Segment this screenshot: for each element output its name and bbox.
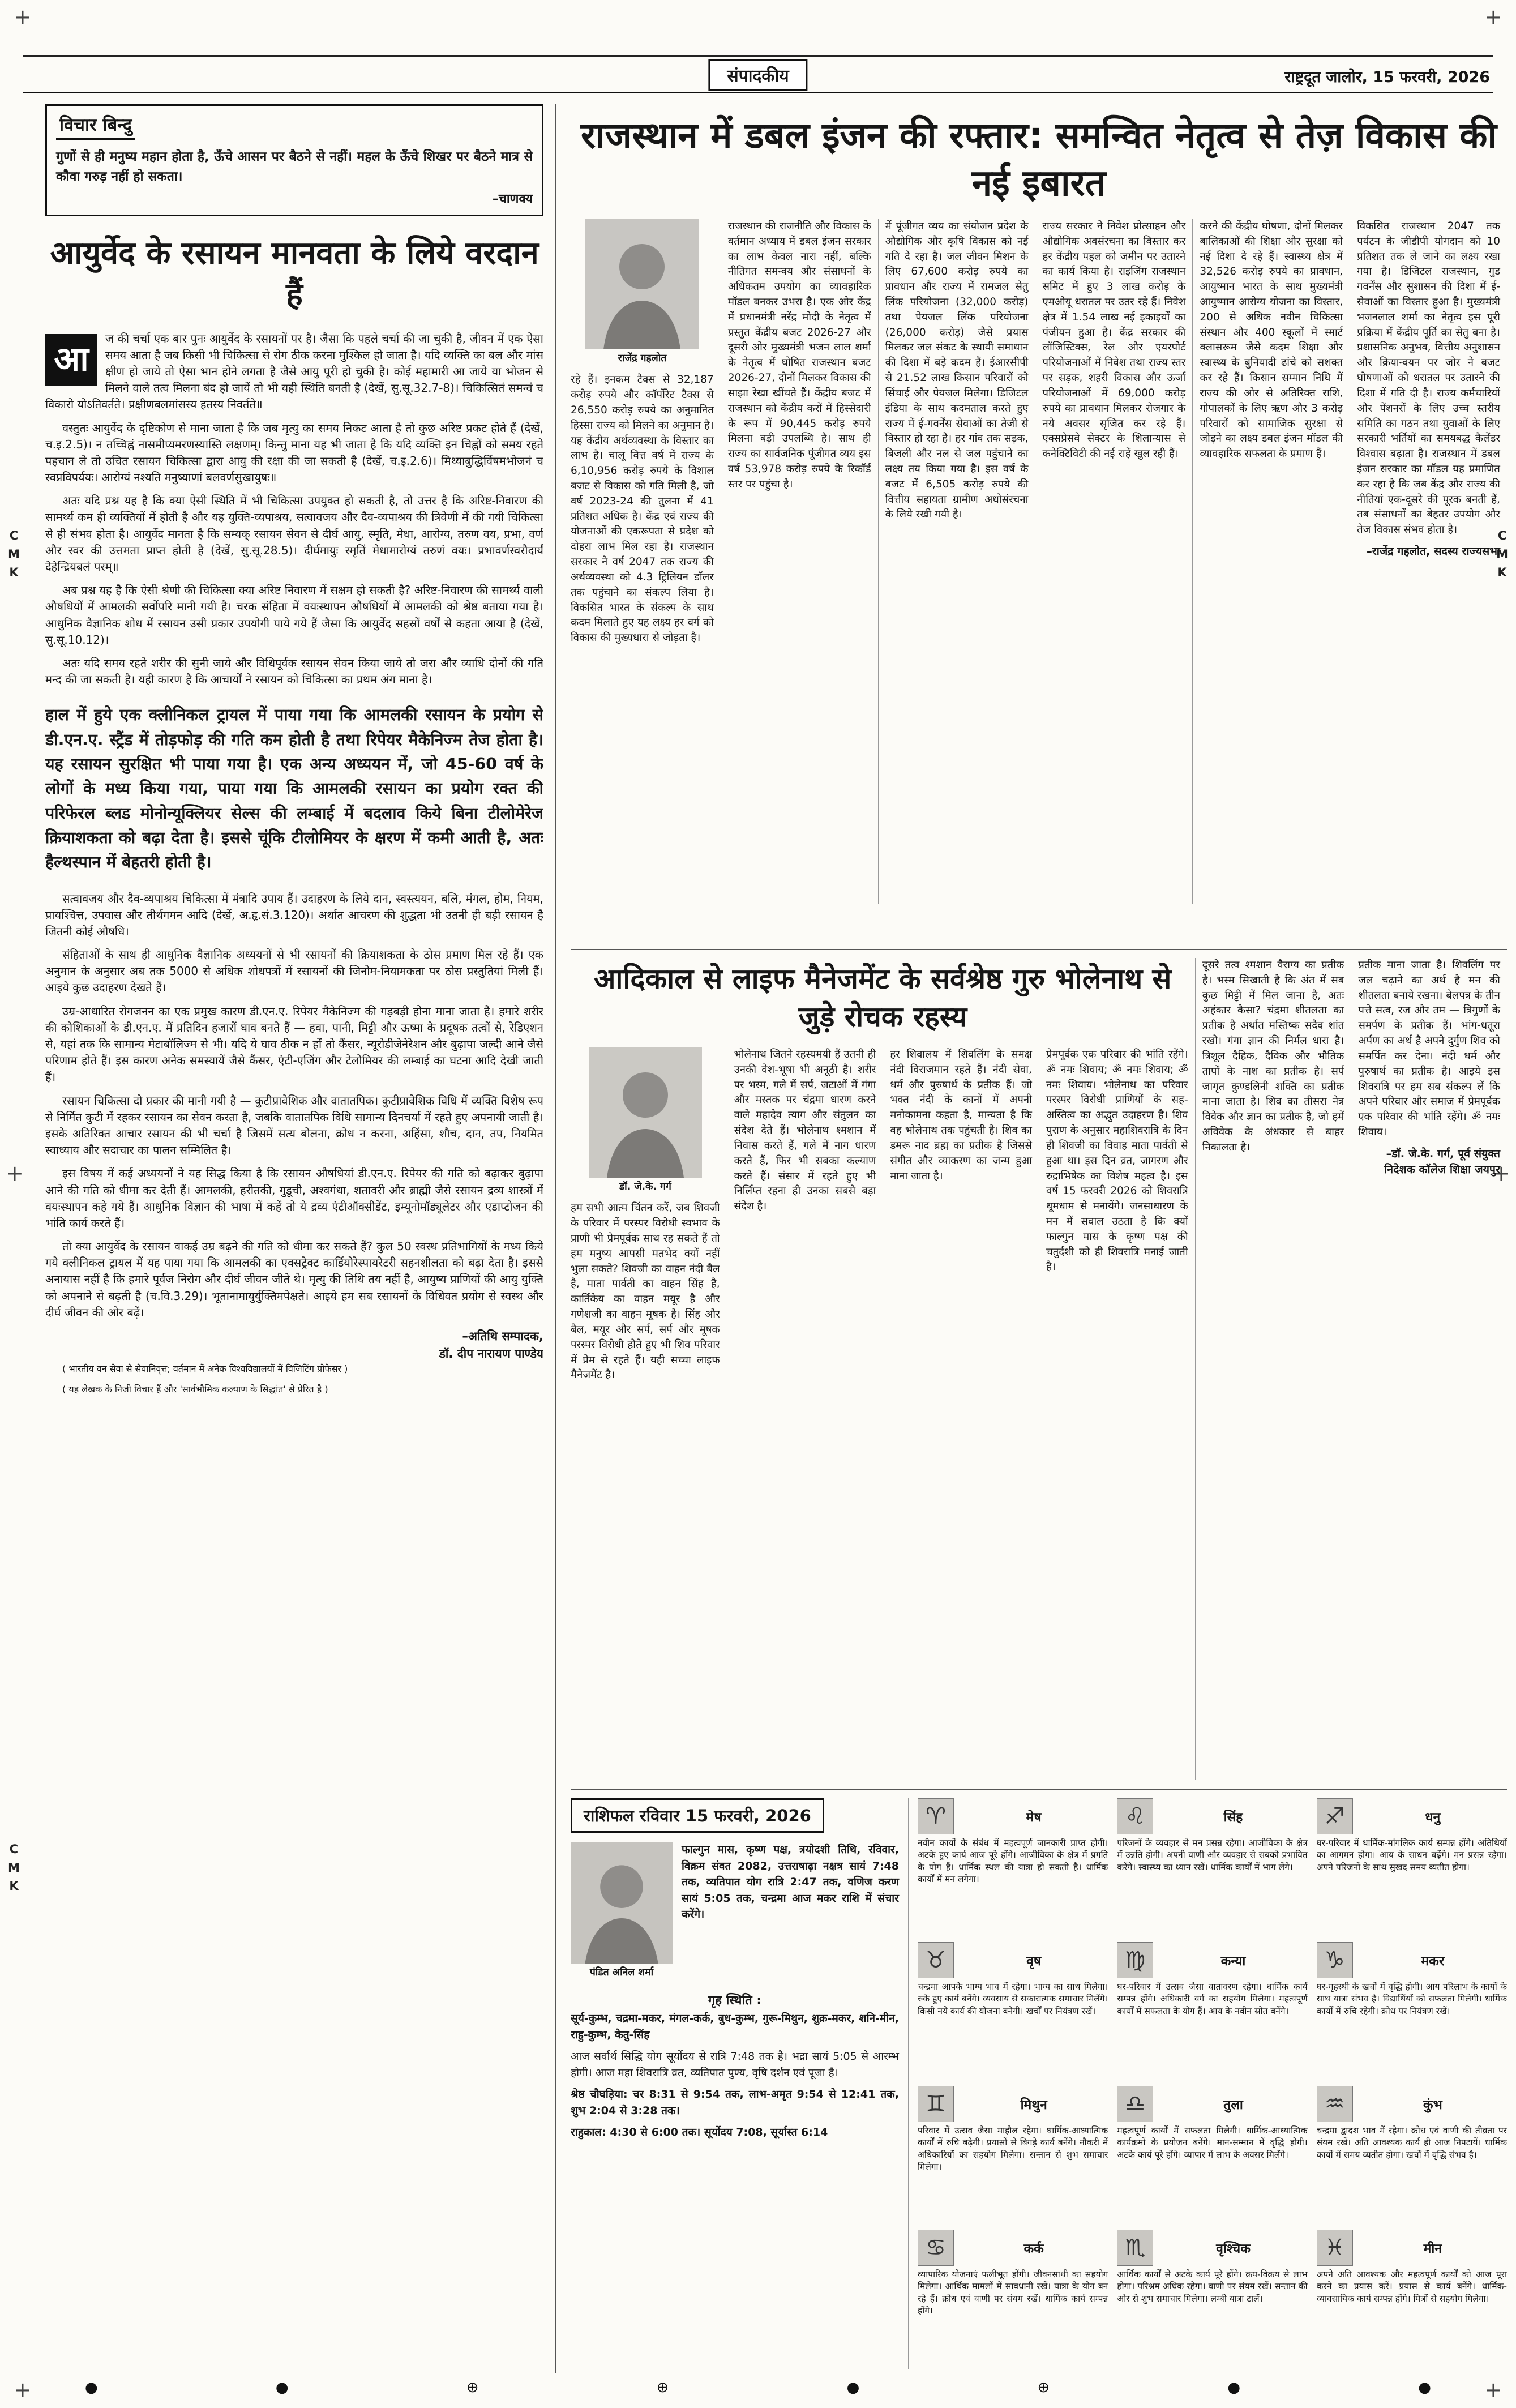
cmk-print-mark: C M K [8, 529, 20, 580]
ayurveda-paragraph: सत्वावजय और दैव-व्यपाश्रय चिकित्सा में मंत्रादि उपाय हैं। उदाहरण के लिये दान, स्वस्त्ययन, बलि, मंगल, होम, नियम, प्रायश्चित्त, उपवास और तीर्थगमन आदि (देखें, अ.हृ.सं.3.120)। अर्थात आचरण की शुद्धता भी उतनी ही बड़ी रसायन है जितनी कोई औषधि। [45, 891, 543, 938]
rajasthan-column-5 [1192, 219, 1350, 904]
registration-mark: + [1484, 5, 1502, 29]
bholenath-signoff: –डॉ. जे.के. गर्ग, पूर्व संयुक्त निदेशक कॉलेज शिक्षा जयपुर [1384, 1147, 1500, 1177]
vichar-bindu-attribution: –चाणक्य [492, 192, 533, 206]
zodiac-cell-header [1117, 2230, 1307, 2266]
zodiac-prediction: घर-गृहस्थी के खर्चों में वृद्धि होगी। आय परिलाभ के कार्यों के साथ यात्रा संभव है। विद्यार्थियों को सफलता मिलेगी। धार्मिक कार्यों में रुचि रहेगी। क्रोध पर नियंत्रण रखें। [1316, 1982, 1507, 2016]
registration-mark: ⊕ [656, 2379, 669, 2396]
registration-mark: ● [1227, 2379, 1241, 2396]
zodiac-cell-header [1317, 2086, 1507, 2122]
grah-sthiti-text: सूर्य-कुम्भ, चद्रमा-मकर, मंगल-कर्क, बुध-कुम्भ, गुरू-मिथुन, शुक्र-मकर, शनि-मीन, राहु-कुम्भ, केतु-सिंह [571, 2012, 899, 2041]
zodiac-prediction: परिजनों के व्यवहार से मन प्रसन्न रहेगा। आजीविका के क्षेत्र में उन्नति होगी। अपनी वाणी और व्यवहार से सबको प्रभावित करेंगे। स्वास्थ्य का ध्यान रखें। धार्मिक कार्यों में भाग लेंगे। [1117, 1838, 1308, 1872]
zodiac-name: तुला [1223, 2098, 1243, 2112]
zodiac-name: कर्क [1023, 2242, 1044, 2256]
zodiac-name: वृश्चिक [1216, 2242, 1251, 2256]
zodiac-cell [1117, 2230, 1307, 2369]
section-title: संपादकीय [708, 59, 807, 91]
zodiac-cell [1117, 2086, 1307, 2225]
header-rule-top [23, 55, 1493, 57]
chaughadiya-text: श्रेष्ठ चौघड़िया: चर 8:31 से 9:54 तक, लाभ-अमृत 9:54 से 12:41 तक, शुभ 2:04 से 3:28 तक। [571, 2088, 899, 2117]
registration-mark: + [14, 2377, 32, 2402]
rajasthan-column-2 [721, 219, 878, 904]
rashifal-panchang-panel [571, 1798, 908, 2369]
zodiac-icon: ♑ [1317, 1942, 1353, 1978]
zodiac-icon: ♉ [918, 1942, 954, 1978]
rashifal-title: राशिफल रविवार 15 फरवरी, 2026 [571, 1798, 824, 1833]
bholenath-column-text: प्रेमपूर्वक एक परिवार की भांति रहेंगे। ॐ नमः शिवाय; ॐ नमः शिवाय; ॐ नमः शिवाय। भोलेनाथ का परिवार परस्पर विरोधी प्राणियों के सह-अस्तित्व का अद्भुत उदाहरण है। शिव पुराण के अनुसार महाशिवरात्रि के दिन ही शिवजी का विवाह माता पार्वती से हुआ था। इस दिन व्रत, जागरण और रुद्राभिषेक का विशेष महत्व है। इस वर्ष 15 फरवरी 2026 को शिवरात्रि धूमधाम से मनायेंगे। जनसाधारण के मन में सवाल उठता है कि क्यों फाल्गुन मास के कृष्ण पक्ष की चतुर्दशी को ही शिवरात्रि मनाई जाती है। [1046, 1049, 1188, 1273]
masthead-date: राष्ट्रदूत जालोर, 15 फरवरी, 2026 [1284, 69, 1490, 86]
bholenath-column-2 [727, 1047, 883, 1780]
ayurveda-paragraphs [45, 420, 543, 688]
registration-mark: + [14, 5, 32, 29]
zodiac-icon: ♋ [918, 2230, 954, 2266]
zodiac-prediction: चन्द्रमा द्वादश भाव में रहेगा। क्रोध एवं वाणी की तीव्रता पर संयम रखें। अति आवश्यक कार्य ही आज निपटायें। धार्मिक कार्यों में समय व्यतीत होगा। खर्चों में वृद्धि संभव है। [1316, 2125, 1507, 2160]
registration-mark: + [1492, 1161, 1510, 1186]
zodiac-name: मीन [1423, 2242, 1442, 2256]
bholenath-column-text: हम सभी आत्म चिंतन करें, जब शिवजी के परिवार में परस्पर विरोधी स्वभाव के प्राणी भी प्रेमपूर्वक साथ रह सकते हैं तो हम मनुष्य आपसी मतभेद क्यों नहीं भुला सकते? शिवजी का वाहन नंदी बैल है, माता पार्वती का वाहन सिंह है, कार्तिकेय का वाहन मयूर है और गणेशजी का वाहन मूषक है। सिंह और बैल, मयूर और सर्प, सर्प और मूषक परस्पर विरोधी होते हुए भी शिव परिवार में प्रेम से रहते हैं। यही सच्चा लाइफ मैनेजमेंट है। [571, 1202, 720, 1382]
bottom-registration-marks [85, 2380, 1431, 2395]
zodiac-name: मकर [1421, 1954, 1445, 1969]
zodiac-cell-header [1117, 2086, 1307, 2122]
bholenath-column-1 [571, 1047, 727, 1780]
zodiac-cell-header [918, 1942, 1108, 1978]
rajasthan-columns [571, 219, 1507, 904]
rajasthan-column-text: राज्य सरकार ने निवेश प्रोत्साहन और औद्योगिक अवसंरचना का विस्तार कर हर केंद्रीय पहल को जमीन पर उतारने का कार्य किया है। राइजिंग राजस्थान समिट में हुए 3 लाख करोड़ के एमओयू धरातल पर उतर रहे हैं। निवेश क्षेत्र में 1.54 लाख नई इकाइयों का पंजीयन हुआ है। केंद्र सरकार की लॉजिस्टिक्स, रेल और एयरपोर्ट परियोजनाओं में निवेश तथा राज्य स्तर पर सड़क, शहरी विकास और ऊर्जा परियोजनाओं में 69,000 करोड़ रुपये का प्रावधान मिलकर रोजगार के नये अवसर सृजित कर रहे हैं। एक्सप्रेसवे सेक्टर के शिलान्यास से कनेक्टिविटी की नई राहें खुल रही हैं। [1042, 220, 1186, 460]
ayurveda-paragraph: वस्तुतः आयुर्वेद के दृष्टिकोण से माना जाता है कि जब मृत्यु का समय निकट आता है तो कुछ अरिष्ट प्रकट होते हैं (देखें, च.इ.2.5)। न तच्चिह्नं नासमीप्यमरणस्यास्ति लक्षणम्। किन्तु माना यह भी जाता है कि यदि व्यक्ति इन चिह्नों को समय रहते पहचान ले तो उचित रसायन चिकित्सा द्वारा आयु की रक्षा की जा सकती है (देखें, च.इ.2.6)। मिथ्याबुद्धिर्विषमभोजनं च स्वप्नविपर्ययः। आरोग्यं नश्यति मनुष्याणां बलवर्णसुखायुषः॥ [45, 421, 543, 485]
bholenath-column-6 [1351, 958, 1507, 1780]
zodiac-prediction: घर-परिवार में धार्मिक-मांगलिक कार्य सम्पन्न होंगे। अतिथियों का आगमन होगा। आय के साधन बढ़ेंगे। मन प्रसन्न रहेगा। अपने परिजनों के साथ सुखद समय व्यतीत होगा। [1316, 1838, 1507, 1872]
astrologer-photo [571, 1842, 673, 1986]
zodiac-prediction: घर-परिवार में उत्सव जैसा वातावरण रहेगा। धार्मिक कार्य सम्पन्न होंगे। अधिकारी वर्ग का सहयोग मिलेगा। महत्वपूर्ण कार्यों में सफलता के योग हैं। आय के नवीन स्रोत बनेंगे। [1117, 1982, 1308, 2016]
zodiac-cell-header [1317, 1942, 1507, 1978]
rajasthan-column-text: में पूंजीगत व्यय का संयोजन प्रदेश के औद्योगिक और कृषि विकास को नई गति दे रहा है। जल जीवन मिशन के लिए 67,600 करोड़ रुपये का प्रावधान और राज्य में रामजल सेतु लिंक परियोजना (32,000 करोड़) तथा पेयजल लिंक परियोजना (26,000 करोड़) जैसे प्रयास मिलकर जल संकट के स्थायी समाधान की दिशा में बड़े कदम हैं। ईआरसीपी से 21.52 लाख किसान परिवारों को सिंचाई और पेयजल मिलेगा। डिजिटल इंडिया के साथ कदमताल करते हुए राज्य में ई-गवर्नेंस सेवाओं का तेजी से विस्तार हो रहा है। हर गांव तक सड़क, बिजली और नल से जल पहुंचाने का लक्ष्य तय किया गया है। इस वर्ष के बजट में 6,505 करोड़ रुपये की वित्तीय सहायता ग्रामीण अधोसंरचना के लिये रखी गयी है। [885, 220, 1029, 521]
rajasthan-column-3 [878, 219, 1035, 904]
bholenath-column-4 [1039, 1047, 1195, 1780]
rashifal-notes: आज सर्वार्थ सिद्धि योग सूर्योदय से रात्रि 7:48 तक है। भद्रा सायं 5:05 से आरम्भ होगी। आज महा शिवरात्रि व्रत, व्यतिपात पुण्य, वृषि दर्शन एवं पूजा है। [571, 2050, 899, 2079]
ayurveda-paragraph: अब प्रश्न यह है कि ऐसी श्रेणी की चिकित्सा क्या अरिष्ट निवारण में सक्षम हो सकती है? अरिष्ट-निवारण की सामर्थ्य वाली औषधियों में आमलकी सर्वोपरि मानी गयी है। चरक संहिता में वयःस्थापन औषधियों में आमलकी को श्रेष्ठ बताया गया है। आधुनिक वैज्ञानिक शोध में रसायन उसी प्रकार उपयोगी पाये गये हैं जैसा कि आयुर्वेद सहस्रों वर्षों से कहता आया है (देखें, सु.सू.10.12)। [45, 583, 543, 647]
zodiac-cell [918, 2230, 1108, 2369]
vichar-bindu-title: विचार बिन्दु [56, 113, 135, 140]
zodiac-name: सिंह [1223, 1810, 1243, 1825]
cmk-print-mark: C M K [8, 1842, 20, 1893]
zodiac-cell-header [1317, 2230, 1507, 2266]
ayurveda-paragraph: तो क्या आयुर्वेद के रसायन वाकई उम्र बढ़ने की गति को धीमा कर सकते हैं? कुल 50 स्वस्थ प्रतिभागियों के मध्य किये गये क्लीनिकल ट्रायल में यह पाया गया कि आमलकी का एक्सट्रेक्ट कार्डियोरेस्पायरेटरी सहनशीलता को बढ़ा देता है। इससे अनायास नहीं है कि हमारे पूर्वज निरोग और दीर्घ जीवन जीते थे। मृत्यु की तिथि तय नहीं है, आयुष्य प्राणियों की आयु युक्ति को अपनाने से बढ़ती है (च.वि.3.29)। भूतानामायुर्युक्तिमपेक्षते। आइये हम सब रसायनों के विधिवत प्रयोग से स्वस्थ और दीर्घ जीवन की ओर बढ़ें। [45, 1239, 543, 1319]
zodiac-icon: ♍ [1117, 1942, 1153, 1978]
zodiac-cell [918, 1942, 1108, 2081]
photo-caption: राजेंद्र गहलोत [618, 352, 667, 364]
rajasthan-article [571, 112, 1507, 904]
zodiac-cell [1317, 2230, 1507, 2369]
zodiac-icon: ♎ [1117, 2086, 1153, 2122]
registration-mark: ● [275, 2379, 289, 2396]
author-photo-rajendra-gahlot [585, 219, 699, 349]
zodiac-cell [918, 2086, 1108, 2225]
zodiac-prediction: परिवार में उत्सव जैसा माहौल रहेगा। धार्मिक-आध्यात्मिक कार्यों में रुचि बढ़ेगी। प्रयासों से बिगड़े कार्य बनेंगे। नौकरी में अधिकारियों का सहयोग मिलेगा। सन्तान से शुभ समाचार मिलेगा। [918, 2125, 1108, 2172]
zodiac-prediction: व्यापारिक योजनाएं फलीभूत होंगी। जीवनसाथी का सहयोग मिलेगा। आर्थिक मामलों में सावधानी रखें। यात्रा के योग बन रहे हैं। क्रोध एवं वाणी पर संयम रखें। धार्मिक कार्य सम्पन्न होंगे। [918, 2269, 1108, 2316]
section-divider-2 [571, 1789, 1507, 1790]
ayurveda-body [45, 331, 543, 1396]
ayurveda-signoff [45, 1328, 543, 1362]
rajasthan-column-1 [571, 219, 721, 904]
ayurveda-lead-paragraph: ज की चर्चा एक बार पुनः आयुर्वेद के रसायनों पर है। जैसा कि पहले चर्चा की जा चुकी है, जीवन में एक ऐसा समय आता है जब किसी भी चिकित्सा से रोग ठीक करना मुश्किल हो जाता है। यदि व्यक्ति का बल और मांस क्षीण हो जाये तो ऐसा भान होने लगता है जैसे आयु पूरी हो चुकी है। कोई महामारी आ जाये या भोजन से मिलने वाले तत्व मिलना बंद हो जायें तो भी यही स्थिति बनती है (देखें, सु.सू.32.7-8)। चिकित्सितं समन्वं च विकारो योऽतिवर्तते। प्रक्षीणबलमांसस्य हतस्य निवर्तते॥ [45, 331, 543, 412]
page-header [23, 58, 1493, 89]
registration-mark: ⊕ [466, 2379, 479, 2396]
zodiac-icon: ♌ [1117, 1798, 1153, 1834]
zodiac-cell [1117, 1798, 1307, 1937]
zodiac-icon: ♒ [1317, 2086, 1353, 2122]
zodiac-icon: ♊ [918, 2086, 954, 2122]
zodiac-prediction: आर्थिक कार्यों से अटके कार्य पूरे होंगे। क्रय-विक्रय से लाभ होगा। परिश्रम अधिक रहेगा। वाणी पर संयम रखें। सन्तान की ओर से शुभ समाचार मिलेगा। लम्बी यात्रा टालें। [1117, 2269, 1308, 2304]
bholenath-column-text: हर शिवालय में शिवलिंग के समक्ष नंदी विराजमान रहते हैं। नंदी सेवा, धर्म और पुरुषार्थ के प्रतीक हैं। जो भक्त नंदी के कानों में अपनी मनोकामना कहता है, मान्यता है कि वह भोलेनाथ तक पहुंचती है। शिव का डमरू नाद ब्रह्म का प्रतीक है जिससे संगीत और व्याकरण का जन्म हुआ माना जाता है। [890, 1049, 1032, 1182]
author-photo-jk-garg [589, 1047, 702, 1178]
zodiac-cell-header [1117, 1942, 1307, 1978]
ayurveda-paragraph: रसायन चिकित्सा दो प्रकार की मानी गयी है — कुटीप्रावेशिक और वातातपिक। कुटीप्रावेशिक विधि में व्यक्ति विशेष रूप से निर्मित कुटी में रहकर रसायन का सेवन करता है, जबकि वातातपिक विधि सामान्य दिनचर्या में रहते हुए अपनायी जाती है। इसके अतिरिक्त आचार रसायन की भी चर्चा है जिसमें सत्य बोलना, क्रोध न करना, अहिंसा, शौच, दान, तप, नियमित स्वाध्याय और सदाचार का पालन सम्मिलित है। [45, 1093, 543, 1157]
zodiac-icon: ♏ [1117, 2230, 1153, 2266]
zodiac-cell [918, 1798, 1108, 1937]
cmk-print-mark: C M K [1496, 529, 1508, 580]
registration-mark: ● [1418, 2379, 1431, 2396]
bholenath-column-text: दूसरे तत्व श्मशान वैराग्य का प्रतीक है। भस्म सिखाती है कि अंत में सब कुछ मिट्टी में मिल जाना है, अतः अहंकार कैसा? चंद्रमा शीतलता का प्रतीक है अर्थात मस्तिष्क सदैव शांत रखो। गंगा ज्ञान की निर्मल धारा है। त्रिशूल दैहिक, दैविक और भौतिक तापों के नाश का प्रतीक है। सर्प जागृत कुण्डलिनी शक्ति का प्रतीक माना जाता है। शिव का तीसरा नेत्र विवेक और ज्ञान का प्रतीक है, जो हमें अविवेक के अंधकार से बाहर निकालता है। [1202, 959, 1344, 1153]
zodiac-icon: ♈ [918, 1798, 954, 1834]
zodiac-cell-header [1317, 1798, 1507, 1834]
vichar-bindu-box [45, 104, 543, 216]
zodiac-prediction: चन्द्रमा आपके भाग्य भाव में रहेगा। भाग्य का साथ मिलेगा। रुके हुए कार्य बनेंगे। व्यवसाय से सकारात्मक समाचार मिलेंगे। किसी नये कार्य की योजना बनेगी। खर्चों पर नियंत्रण रखें। [918, 1982, 1108, 2016]
rajasthan-column-4 [1035, 219, 1192, 904]
rajasthan-headline: राजस्थान में डबल इंजन की रफ्तार: समन्वित नेतृत्व से तेज़ विकास की नई इबारत [580, 115, 1497, 205]
grah-sthiti-title: गृह स्थिति : [708, 1994, 762, 2008]
left-column [45, 104, 543, 2371]
ayurveda-headline: आयुर्वेद के रसायन मानवता के लिये वरदान हैं [50, 235, 539, 313]
zodiac-name: कन्या [1220, 1954, 1246, 1969]
registration-mark: ● [85, 2379, 98, 2396]
zodiac-prediction: अपने अति आवश्यक और महत्वपूर्ण कार्यों को आज पूरा करने का प्रयास करें। प्रयास से कार्य बनेंगे। धार्मिक-व्यावसायिक कार्य सम्पन्न होंगे। मित्रों से सहयोग मिलेगा। [1316, 2269, 1507, 2304]
bholenath-column-text: भोलेनाथ जितने रहस्यमयी हैं उतनी ही उनकी वेश-भूषा भी अनूठी है। शरीर पर भस्म, गले में सर्प, जटाओं में गंगा और मस्तक पर चंद्रमा धारण करने वाले महादेव त्याग और संतुलन का संदेश देते हैं। भोलेनाथ श्मशान में निवास करते हैं, गले में नाग धारण करते हैं, फिर भी सबका कल्याण करते हैं। संसार में रहते हुए भी निर्लिप्त रहना ही उनका सबसे बड़ा संदेश है। [734, 1049, 876, 1213]
bholenath-column-5 [1195, 958, 1351, 1780]
ayurveda-paragraph: उम्र-आधारित रोगजनन का एक प्रमुख कारण डी.एन.ए. रिपेयर मैकेनिज्म की गड़बड़ी होना माना जाता है। हमारे शरीर की कोशिकाओं के डी.एन.ए. में प्रतिदिन हजारों घाव बनते हैं — हवा, पानी, मिट्टी और ऊष्मा के प्रदूषक तत्वों से, रेडिएशन से, यहां तक कि सामान्य मेटाबॉलिज्म से भी। यदि ये घाव ठीक न हों तो कैंसर, न्यूरोडीजेनेरेशन और बुढ़ापा जल्दी आने जैसे परिणाम होते हैं। इस कारण अनेक समस्यायें जैसे कैंसर, एंटी-एजिंग और टेलोमियर की लम्बाई का घटना आदि देखी जाती हैं। [45, 1004, 543, 1084]
bholenath-column-text: प्रतीक माना जाता है। शिवलिंग पर जल चढ़ाने का अर्थ है मन की शीतलता बनाये रखना। बेलपत्र के तीन पत्ते सत्व, रज और तम — त्रिगुणों के समर्पण के प्रतीक हैं। भांग-धतूरा अर्पण का अर्थ है अपने दुर्गुण शिव को समर्पित कर देना। नंदी धर्म और पुरुषार्थ का प्रतीक है। आइये इस शिवरात्रि पर हम सब संकल्प लें कि अपने परिवार और समाज में प्रेमपूर्वक एक परिवार की भांति रहेंगे। ॐ नमः शिवाय। [1358, 959, 1500, 1138]
zodiac-name: वृष [1026, 1954, 1042, 1969]
registration-mark: ⊕ [1037, 2379, 1050, 2396]
zodiac-cell-header [918, 2086, 1108, 2122]
zodiac-grid [908, 1798, 1507, 2369]
zodiac-name: मेष [1026, 1810, 1042, 1825]
rajasthan-column-text: रहे हैं। इनकम टैक्स से 32,187 करोड़ रुपये और कॉर्पोरेट टैक्स से 26,550 करोड़ रुपये का अनुमानित हिस्सा राज्य को मिलने का अनुमान है। यह केंद्रीय अर्थव्यवस्था के विस्तार का लाभ है। चालू वित्त वर्ष में राज्य के 6,10,956 करोड़ रुपये के विशाल बजट से विकास को गति मिली है, जो वर्ष 2023-24 की तुलना में 41 प्रतिशत अधिक है। केंद्र एवं राज्य की योजनाओं की एकरूपता से प्रदेश को दोहरा लाभ मिल रहा है। राजस्थान सरकार ने वर्ष 2047 तक राज्य की अर्थव्यवस्था को 4.3 ट्रिलियन डॉलर तक पहुंचाने का संकल्प लिया है। विकसित भारत के संकल्प के साथ कदम मिलाते हुए यह लक्ष्य हर वर्ग को विकास की मुख्यधारा से जोड़ता है। [571, 374, 714, 644]
zodiac-cell-header [918, 2230, 1108, 2266]
zodiac-cell [1317, 2086, 1507, 2225]
rajasthan-column-text: विकसित राजस्थान 2047 तक पर्यटन के जीडीपी योगदान को 10 प्रतिशत तक ले जाने का लक्ष्य रखा गया है। डिजिटल राजस्थान, गुड गवर्नेंस और सुशासन की दिशा में ई-सेवाओं का विस्तार हुआ है। मुख्यमंत्री भजनलाल शर्मा का नेतृत्व इस पूरी प्रक्रिया में केंद्रीय पूर्ति का सेतु बना है। प्रशासनिक अनुभव, वित्तीय अनुशासन और क्रियान्वयन पर जोर ने बजट घोषणाओं को धरातल पर उतारने की दिशा में गति दी है। राज्य कर्मचारियों और पेंशनरों के लिए उच्च स्तरीय समिति का गठन तथा युवाओं के लिए सरकारी भर्तियों का समयबद्ध कैलेंडर विश्वास बढ़ाता है। राजस्थान में डबल इंजन सरकार का मॉडल यह प्रमाणित कर रहा है कि जब केंद्र और राज्य की नीतियां एक-दूसरे की पूरक बनती हैं, तब संसाधनों का बेहतर उपयोग और तेज विकास संभव होता है। [1357, 220, 1500, 536]
ayurveda-signoff-role: –अतिथि सम्पादक, [462, 1329, 543, 1344]
rahukal-text: राहुकाल: 4:30 से 6:00 तक। सूर्योदय 7:08, सूर्यास्त 6:14 [571, 2126, 828, 2138]
ayurveda-paragraph: अतः यदि समय रहते शरीर की सुनी जाये और विधिपूर्वक रसायन सेवन किया जाये तो जरा और व्याधि दोनों की गति मन्द की जा सकती है। यही कारण है कि आचार्यों ने रसायन को चिकित्सा का प्रथम अंग माना है। [45, 656, 543, 687]
rashifal-top-row [571, 1842, 899, 1986]
registration-mark: + [1484, 2377, 1502, 2402]
zodiac-name: कुंभ [1423, 2098, 1442, 2112]
ayurveda-paragraph: संहिताओं के साथ ही आधुनिक वैज्ञानिक अध्ययनों से भी रसायनों की क्रियाशकता के ठोस प्रमाण मिल रहे हैं। एक अनुमान के अनुसार अब तक 5000 से अधिक शोधपत्रों में रसायनों की जिनोम-नियामकता पर ठोस प्रस्तुतियां मिली हैं। आइये कुछ उदाहरण देखते हैं। [45, 948, 543, 995]
bholenath-article [571, 958, 1507, 1780]
rajasthan-signoff: –राजेंद्र गहलोत, सदस्य राज्यसभा [1367, 545, 1500, 558]
zodiac-cell-header [1117, 1798, 1307, 1834]
ayurveda-paragraph: इस विषय में कई अध्ययनों ने यह सिद्ध किया है कि रसायन औषधियां डी.एन.ए. रिपेयर की गति को बढ़ाकर बुढ़ापा आने की गति को धीमा कर देती हैं। आमलकी, हरीतकी, गुडूची, अश्वगंधा, शतावरी और ब्राह्मी जैसे रसायन द्रव्य शास्त्रों में वयःस्थापन कहे गये हैं। आधुनिक विज्ञान की भाषा में कहें तो ये द्रव्य एंटीऑक्सीडेंट, इम्यूनोमॉड्यूलेटर और एडाप्टोजन की भांति कार्य करते हैं। [45, 1166, 543, 1230]
bholenath-column-3 [883, 1047, 1039, 1780]
drop-cap: आ [45, 334, 97, 386]
header-rule-bottom [23, 92, 1493, 93]
zodiac-icon: ♓ [1317, 2230, 1353, 2266]
rajasthan-column-text: करने की केंद्रीय घोषणा, दोनों मिलकर बालिकाओं की शिक्षा और सुरक्षा को नई दिशा दे रहे हैं। स्वास्थ्य क्षेत्र में 32,526 करोड़ रुपये का प्रावधान, आयुष्मान भारत के साथ मुख्यमंत्री आयुष्मान आरोग्य योजना का विस्तार, 200 से अधिक नवीन चिकित्सा संस्थान और 400 स्कूलों में स्मार्ट क्लासरूम जैसे कदम शिक्षा और स्वास्थ्य के बुनियादी ढांचे को सशक्त कर रहे हैं। किसान सम्मान निधि में राज्य की ओर से अतिरिक्त राशि, गोपालकों के लिए ऋण और 3 करोड़ परिवारों को सामाजिक सुरक्षा से जोड़ने का लक्ष्य डबल इंजन मॉडल की व्यावहारिक सफलता के प्रमाण हैं। [1200, 220, 1343, 460]
astrologer-name: पंडित अनिल शर्मा [589, 1967, 654, 1978]
zodiac-cell [1317, 1798, 1507, 1937]
bholenath-headline: आदिकाल से लाइफ मैनेजमेंट के सर्वश्रेष्ठ गुरु भोलेनाथ से जुड़े रोचक रहस्य [594, 963, 1172, 1033]
zodiac-icon: ♐ [1317, 1798, 1353, 1834]
zodiac-cell [1317, 1942, 1507, 2081]
photo-caption: डॉ. जे.के. गर्ग [619, 1181, 671, 1192]
zodiac-name: धनु [1425, 1810, 1441, 1825]
vichar-bindu-quote: गुणों से ही मनुष्य महान होता है, ऊँचे आसन पर बैठने से नहीं। महल के ऊँचे शिखर पर बैठने मात्र से कौवा गरुड़ नहीं हो सकता। [56, 149, 533, 184]
ayurveda-paragraph: अतः यदि प्रश्न यह है कि क्या ऐसी स्थिति में भी चिकित्सा उपयुक्त हो सकती है, तो उत्तर है कि अरिष्ट-निवारण की सामर्थ्य कम ही व्यक्तियों में होती है और यह युक्ति-व्यपाश्रय, सत्वावजय और दैव-व्यपाश्रय की त्रिवेणी में की गयी चिकित्सा से ही संभव होता है। आयुर्वेद मानता है कि सम्यक् रसायन सेवन से दीर्घ आयु, स्मृति, मेधा, आरोग्य, तरुण वय, प्रभा, वर्ण और स्वर की उत्तमता प्राप्त होती है (देखें, सु.सू.28.5)। दीर्घमायुः स्मृतिं मेधामारोग्यं तरुणं वयः। प्रभावर्णस्वरौदार्यं देहेन्द्रियबलं परम्॥ [45, 494, 543, 574]
ayurveda-author-name: डॉ. दीप नारायण पाण्डेय [439, 1346, 543, 1361]
zodiac-prediction: नवीन कार्यों के संबंध में महत्वपूर्ण जानकारी प्राप्त होगी। अटके हुए कार्य आज पूरे होंगे। आजीविका के क्षेत्र में प्रगति के योग हैं। धार्मिक स्थल की यात्रा हो सकती है। धार्मिक कार्यों में मन लगेगा। [918, 1838, 1108, 1885]
zodiac-cell-header [918, 1798, 1108, 1834]
rajasthan-column-text: राजस्थान की राजनीति और विकास के वर्तमान अध्याय में डबल इंजन सरकार का लाभ केवल नारा नहीं, बल्कि नीतिगत समन्वय और संसाधनों के अधिकतम उपयोग का व्यावहारिक मॉडल बनकर उभरा है। एक ओर केंद्र में प्रधानमंत्री नरेंद्र मोदी के नेतृत्व में प्रस्तुत केंद्रीय बजट 2026-27 और दूसरी ओर मुख्यमंत्री भजन लाल शर्मा के नेतृत्व में घोषित राजस्थान बजट 2026-27, दोनों मिलकर विकास की साझा रेखा खींचते हैं। केंद्रीय बजट में राजस्थान को केंद्रीय करों में हिस्सेदारी के रूप में 90,445 करोड़ रुपये मिलना बड़ी उपलब्धि है। साथ ही राज्य का सार्वजनिक पूंजीगत व्यय इस वर्ष 53,978 करोड़ रुपये के रिकॉर्ड स्तर पर पहुंचा है। [727, 220, 871, 490]
ayurveda-paragraphs-2 [45, 891, 543, 1321]
registration-mark: + [6, 1161, 24, 1186]
zodiac-name: मिथुन [1020, 2098, 1047, 2112]
zodiac-prediction: महत्वपूर्ण कार्यों में सफलता मिलेगी। धार्मिक-आध्यात्मिक कार्यक्रमों के प्रयोजन बनेंगे। मान-सम्मान में वृद्धि होगी। अटके कार्य पूरे होंगे। व्यापार में लाभ के अवसर मिलेंगे। [1117, 2125, 1308, 2160]
panchang-text: फाल्गुन मास, कृष्ण पक्ष, त्रयोदशी तिथि, रविवार, विक्रम संवत 2082, उत्तराषाढ़ा नक्षत्र सायं 7:48 तक, व्यतिपात योग रात्रि 2:47 तक, वणिज करण सायं 5:05 तक, चन्द्रमा आज मकर राशि में संचार करेंगे। [682, 1844, 899, 1921]
main-vertical-divider [555, 104, 556, 2373]
ayurveda-highlight-box: हाल में हुये एक क्लीनिकल ट्रायल में पाया गया कि आमलकी रसायन के प्रयोग से डी.एन.ए. स्ट्रैंड में तोड़फोड़ की गति कम होती है तथा रिपेयर मैकेनिज्म तेज होता है। यह रसायन सुरक्षित भी पाया गया है। एक अन्य अध्ययन में, जो 45-60 वर्ष के लोगों के मध्य किया गया, पाया गया कि आमलकी रसायन का प्रयोग रक्त की परिफेरल ब्लड मोनोन्यूक्लियर सेल्स की लम्बाई में बदलाव किये बिना टीलोमेरेज क्रियाशकता को बढ़ा देता है। इससे चूंकि टीलोमियर के क्षरण में कमी आती है, अतः हैल्थस्पान में बेहतरी होती है। [45, 705, 543, 872]
registration-mark: ● [846, 2379, 860, 2396]
rajasthan-column-6 [1350, 219, 1507, 904]
zodiac-cell [1117, 1942, 1307, 2081]
section-divider-1 [571, 949, 1507, 950]
rashifal-section [571, 1798, 1507, 2369]
ayurveda-footnote-2: ( यह लेखक के निजी विचार हैं और 'सार्वभौमिक कल्याण के सिद्धांत' से प्रेरित है ) [62, 1383, 328, 1395]
ayurveda-footnote-1: ( भारतीय वन सेवा से सेवानिवृत्त; वर्तमान में अनेक विश्वविद्यालयों में विजिटिंग प्रोफेसर ) [62, 1363, 348, 1375]
